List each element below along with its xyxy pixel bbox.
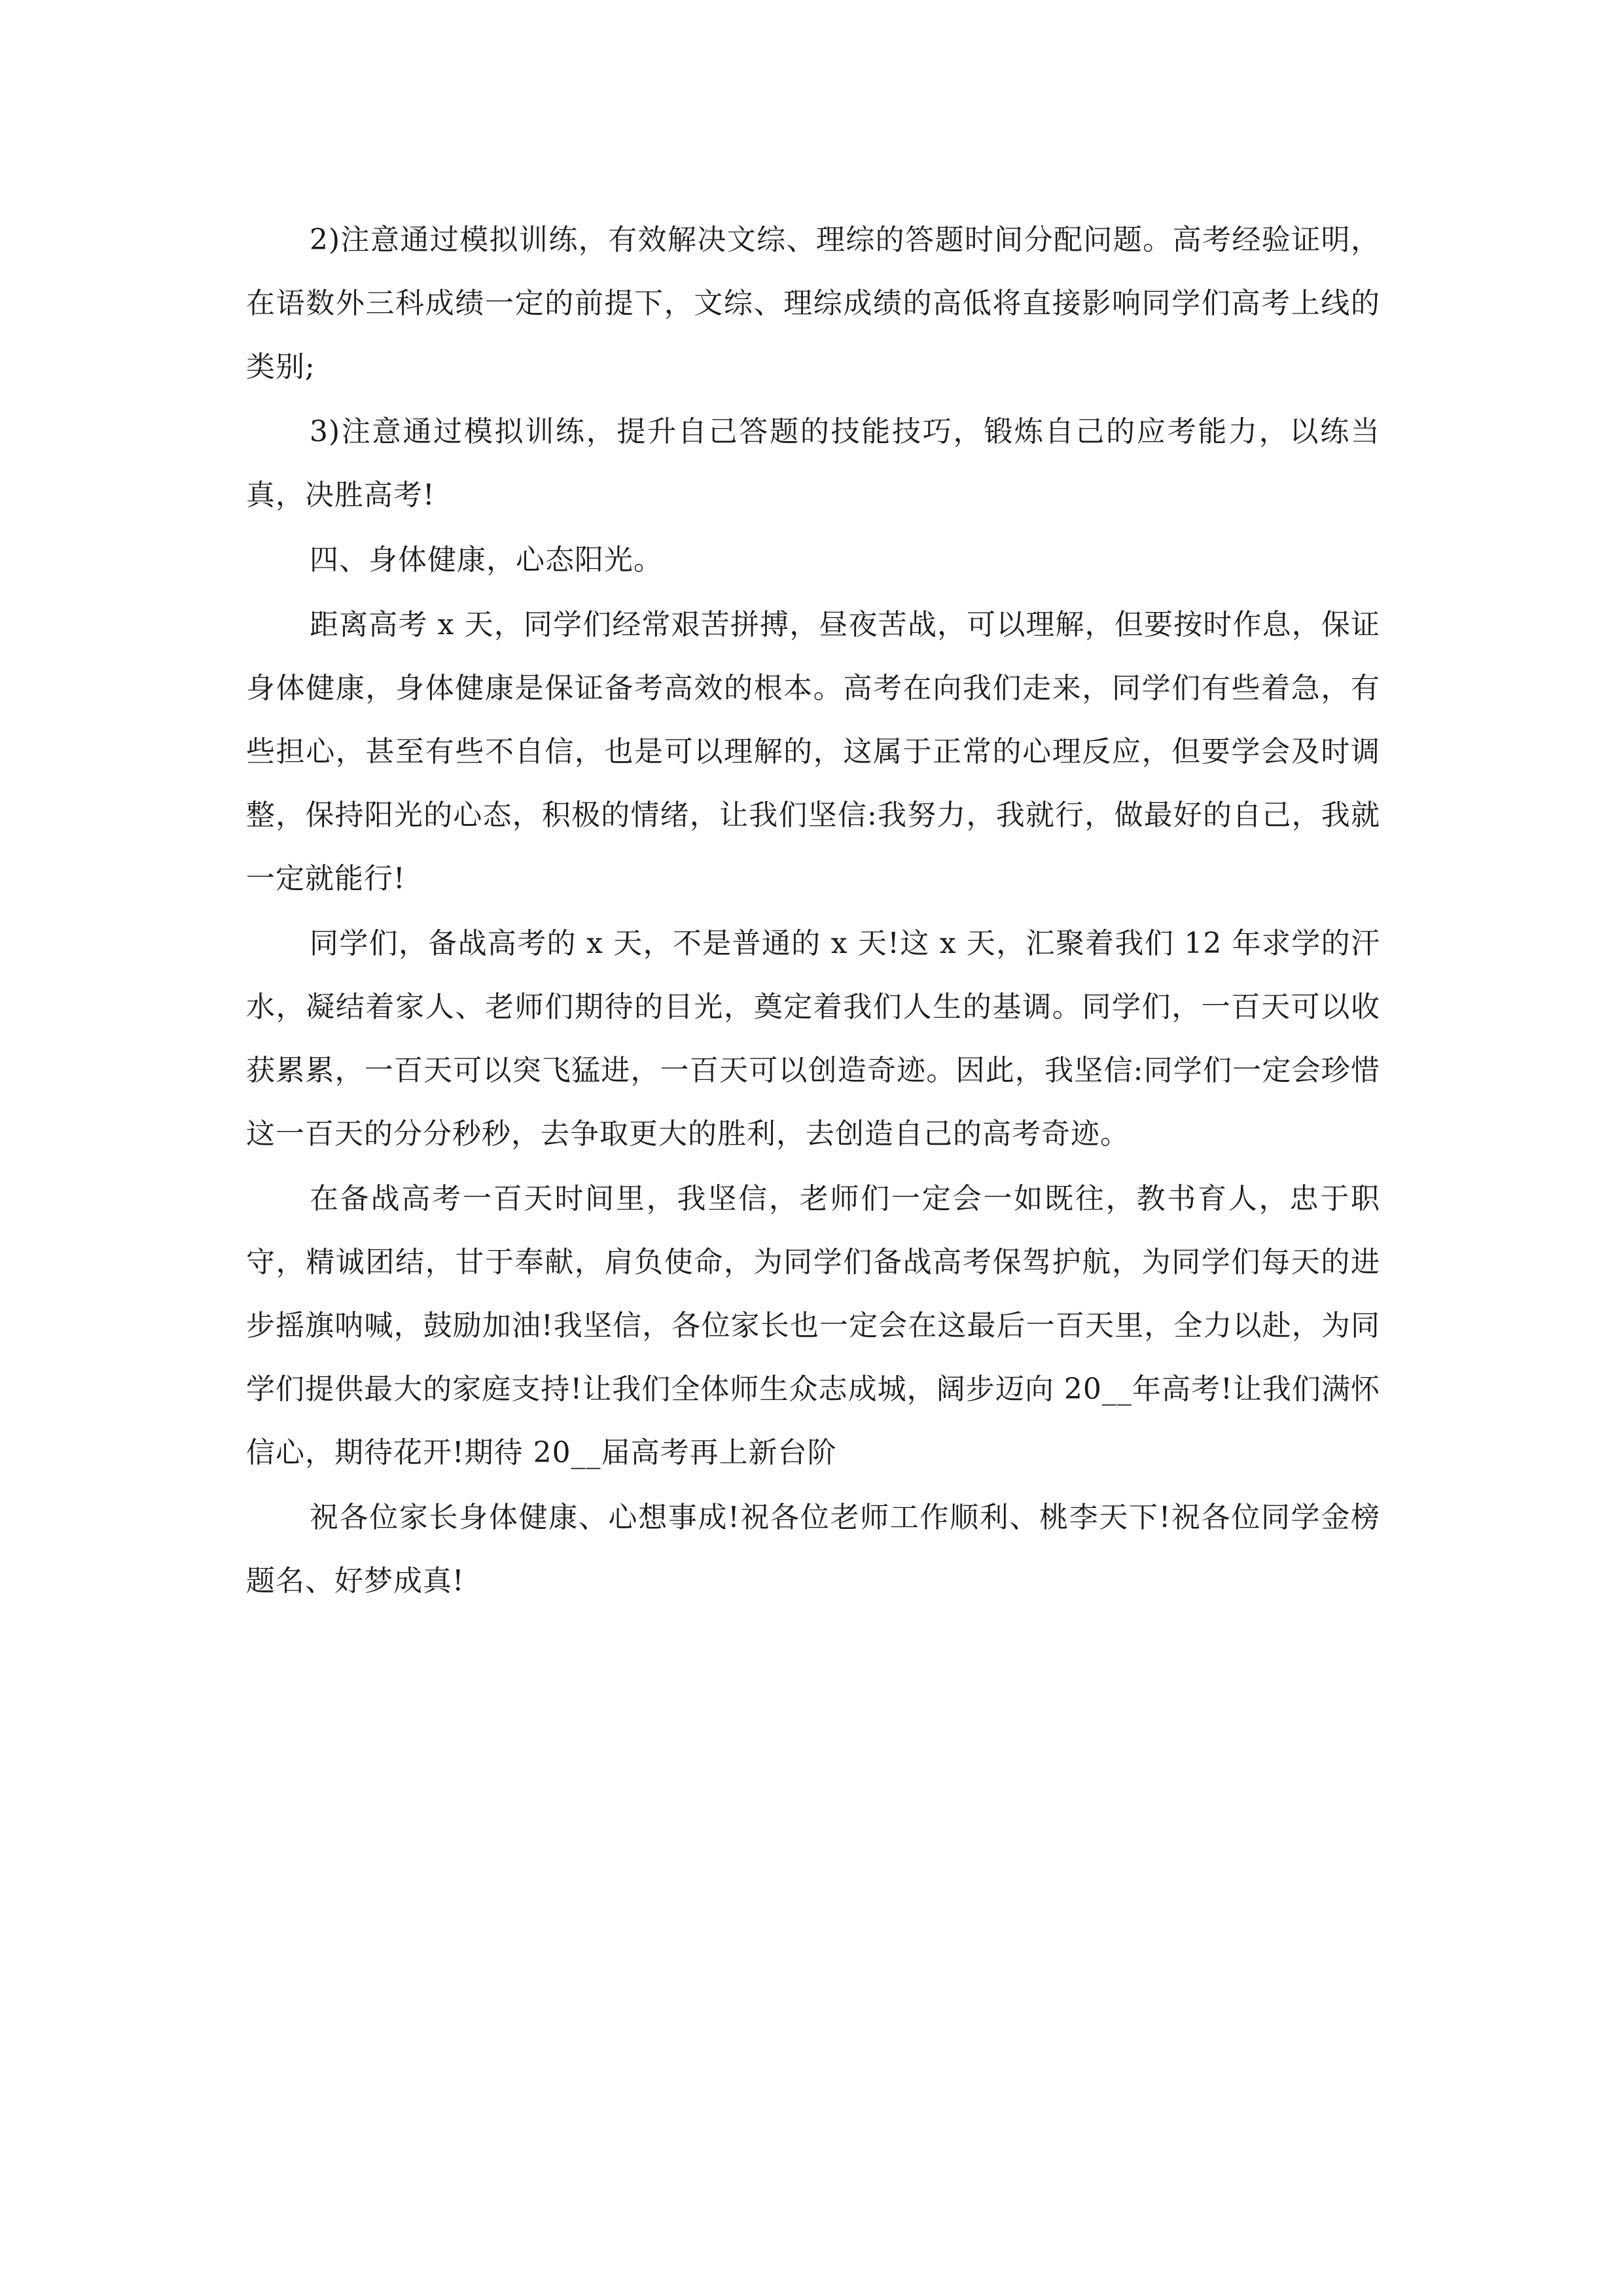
paragraph-closing-wishes: 祝各位家长身体健康、心想事成!祝各位老师工作顺利、桃李天下!祝各位同学金榜题名、好梦成真! (246, 1501, 1380, 1598)
paragraph-students: 同学们，备战高考的 x 天，不是普通的 x 天!这 x 天，汇聚着我们 12 年求学的汗水，凝结着家人、老师们期待的目光，奠定着我们人生的基调。同学们，一百天可以收获累累，一百天可以突飞猛进，一百天可以创造奇迹。因此，我坚信:同学们一定会珍惜这一百天的分分秒秒，去争取更大的胜利，去创造自己的高考奇迹。 (246, 927, 1380, 1151)
document-body (246, 208, 1380, 1614)
section-heading-health: 四、身体健康，心态阳光。 (310, 543, 663, 577)
paragraph-simulation-skills: 3)注意通过模拟训练，提升自己答题的技能技巧，锻炼自己的应考能力，以练当真，决胜高考! (246, 415, 1380, 512)
paragraph-simulation-time-allocation: 2)注意通过模拟训练，有效解决文综、理综的答题时间分配问题。高考经验证明，在语数外三科成绩一定的前提下，文综、理综成绩的高低将直接影响同学们高考上线的类别; (246, 223, 1380, 384)
paragraph-teachers-parents: 在备战高考一百天时间里，我坚信，老师们一定会一如既往，教书育人，忠于职守，精诚团结，甘于奉献，肩负使命，为同学们备战高考保驾护航，为同学们每天的进步摇旗呐喊，鼓励加油!我坚信，各位家长也一定会在这最后一百天里，全力以赴，为同学们提供最大的家庭支持!让我们全体师生众志成城，阔步迈向 20__年高考!让我们满怀信心，期待花开!期待 20__届高考再上新台阶 (246, 1182, 1380, 1469)
paragraph-health: 距离高考 x 天，同学们经常艰苦拼搏，昼夜苦战，可以理解，但要按时作息，保证身体健康，身体健康是保证备考高效的根本。高考在向我们走来，同学们有些着急，有些担心，甚至有些不自信，也是可以理解的，这属于正常的心理反应，但要学会及时调整，保持阳光的心态，积极的情绪，让我们坚信:我努力，我就行，做最好的自己，我就一定就能行! (246, 608, 1380, 895)
